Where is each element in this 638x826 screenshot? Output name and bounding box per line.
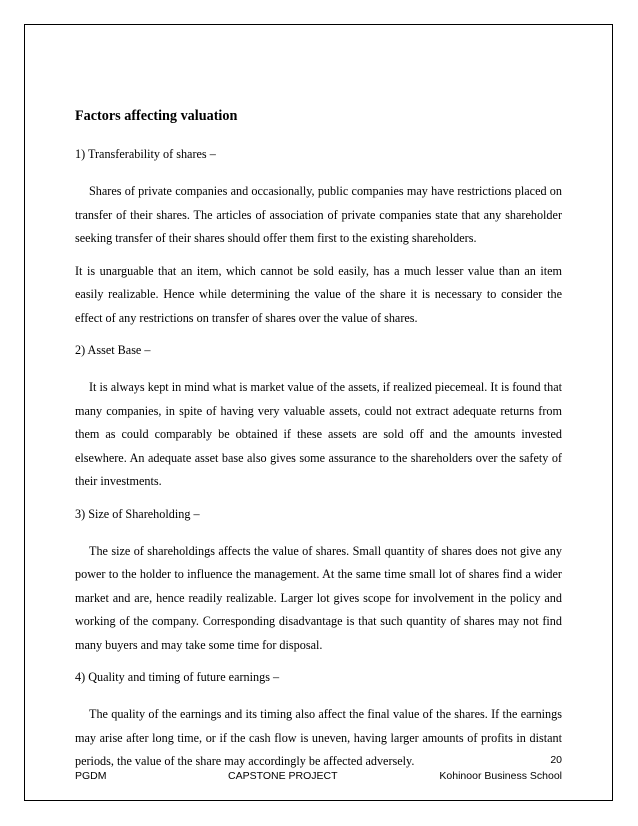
page-content xyxy=(75,108,562,783)
paragraph: The quality of the earnings and its timing also affect the final value of the shares. If the earnings may arise after long time, or if the cash flow is uneven, having larger amounts of profits in distant periods, the value of the share may accordingly be affected adversely. xyxy=(75,707,562,768)
section-title: 1) Transferability of shares – xyxy=(75,147,216,161)
page-heading: Factors affecting valuation xyxy=(75,108,238,124)
paragraph: The size of shareholdings affects the value of shares. Small quantity of shares does not give any power to the holder to influence the management. At the same time small lot of shares find a wider market and are, hence readily realizable. Larger lot gives scope for involvement in the policy and working of the company. Corresponding disadvantage is that such quantity of shares may not find many buyers and may take some time for disposal. xyxy=(75,543,562,652)
paragraph: Shares of private companies and occasionally, public companies may have restrictions placed on transfer of their shares. The articles of association of private companies state that any shareholder seeking transfer of their shares should offer them first to the existing shareholders. xyxy=(75,184,562,245)
section-size-of-shareholding xyxy=(75,503,562,658)
section-title: 2) Asset Base – xyxy=(75,343,151,357)
section-title: 4) Quality and timing of future earnings – xyxy=(75,670,280,684)
paragraph: It is always kept in mind what is market value of the assets, if realized piecemeal. It is found that many companies, in spite of having very valuable assets, could not extract adequate returns from them as could comparably be obtained if these assets are sold off and the amounts invested elsewhere. An adequate asset base also gives some assurance to the shareholders over the safety of their investments. xyxy=(75,380,562,488)
section-transferability xyxy=(75,143,562,330)
footer-right: Kohinoor Business School xyxy=(439,770,562,782)
section-asset-base xyxy=(75,339,562,494)
paragraph: It is unarguable that an item, which cannot be sold easily, has a much lesser value than an item easily realizable. Hence while determining the value of the share it is necessary to consider the effect of any restrictions on transfer of shares over the value of shares. xyxy=(75,263,562,325)
footer-left: PGDM xyxy=(75,770,107,782)
footer-center: CAPSTONE PROJECT xyxy=(228,770,338,782)
section-quality-timing xyxy=(75,666,562,774)
section-title: 3) Size of Shareholding – xyxy=(75,506,200,521)
page-number: 20 xyxy=(550,754,562,766)
